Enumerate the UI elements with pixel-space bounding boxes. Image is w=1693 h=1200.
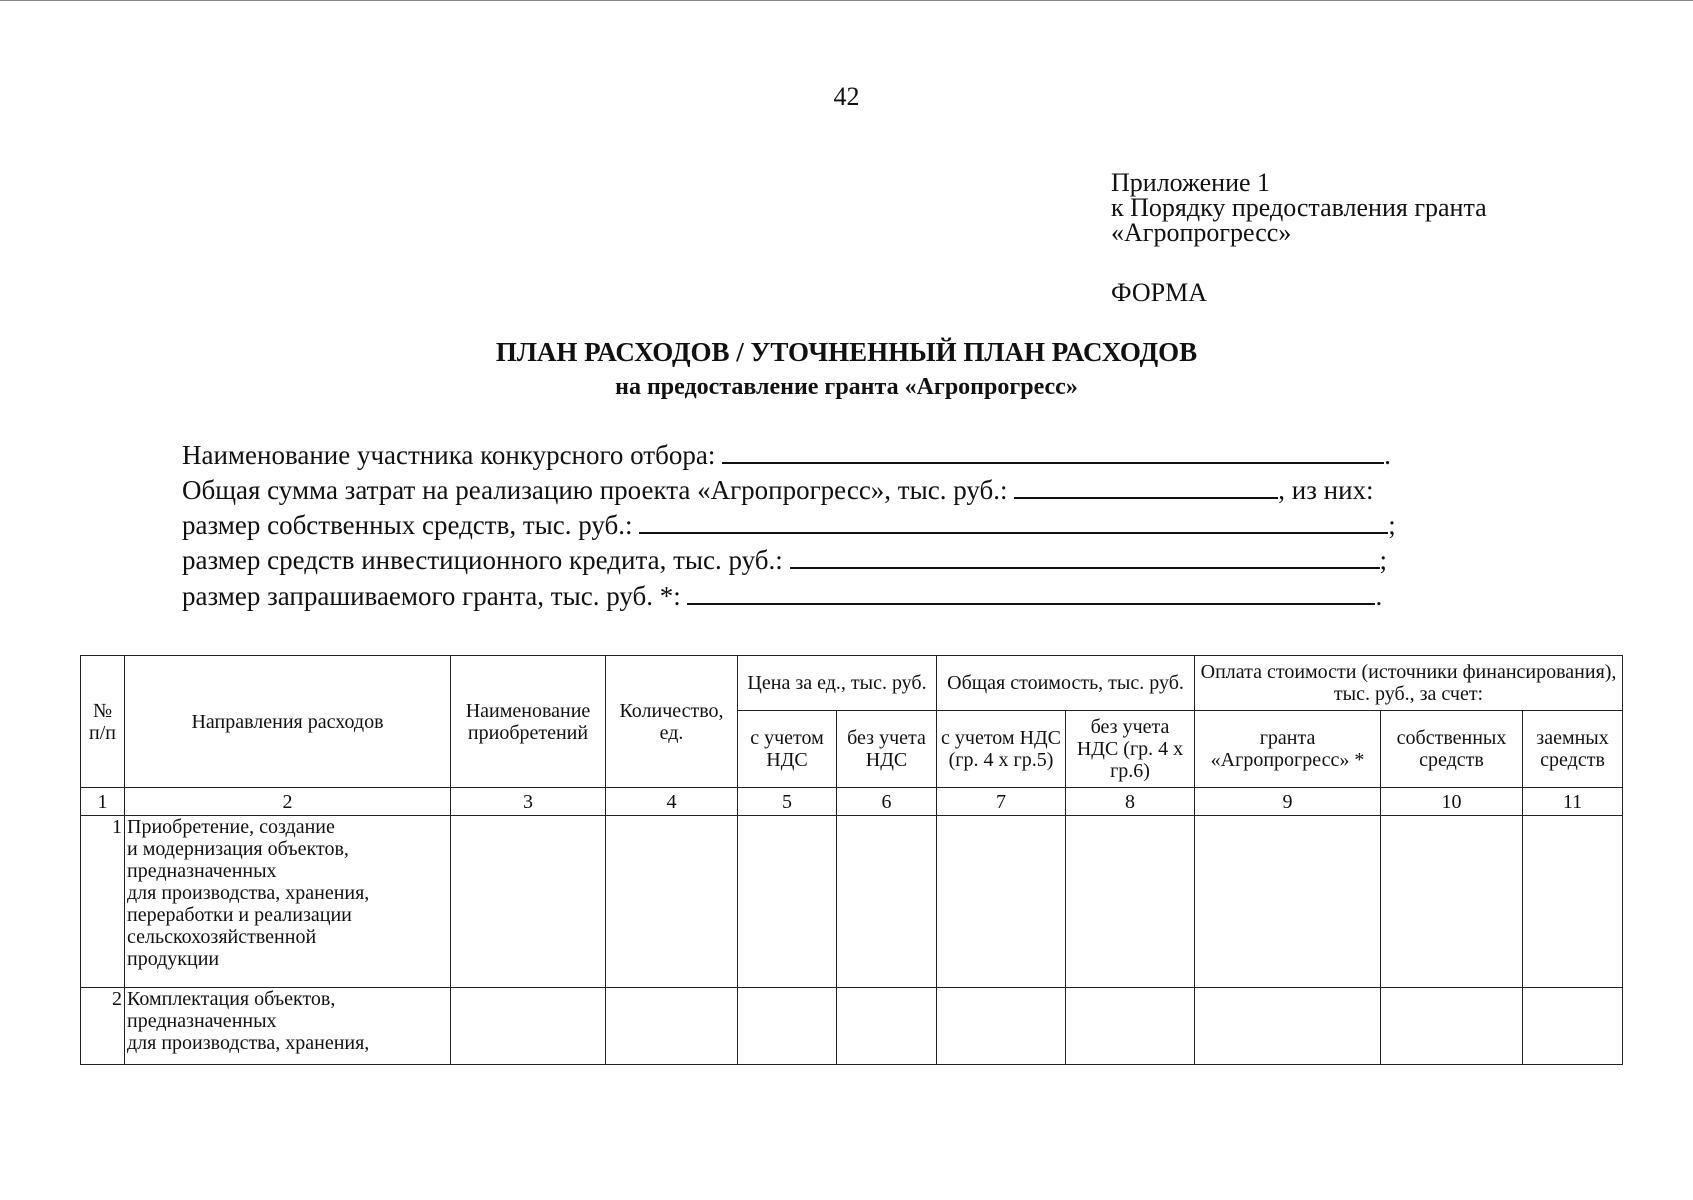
field-own-funds-end: ; — [1388, 510, 1396, 540]
column-number: 6 — [837, 788, 937, 816]
cell-pay-own[interactable] — [1381, 988, 1523, 1065]
field-own-funds-blank[interactable] — [639, 510, 1388, 534]
field-participant-name-end: . — [1384, 440, 1391, 470]
column-number: 5 — [738, 788, 837, 816]
appendix-note — [1111, 170, 1487, 245]
document-subtitle: на предоставление гранта «Агропрогресс» — [615, 374, 1078, 400]
header-pay-own: собственных средств — [1381, 711, 1523, 788]
table-row — [81, 988, 1623, 1065]
field-credit-funds-label: размер средств инвестиционного кредита, тыс. руб.: — [182, 545, 783, 575]
cell-pay-borrowed[interactable] — [1523, 988, 1623, 1065]
header-quantity: Количество, ед. — [606, 656, 738, 788]
cell-price-without-vat[interactable] — [837, 988, 937, 1065]
header-price-with-vat: с учетом НДС — [738, 711, 837, 788]
field-credit-funds-blank[interactable] — [790, 545, 1380, 569]
page-number: 42 — [833, 82, 860, 111]
header-row-1 — [81, 656, 1623, 711]
field-credit-funds-end: ; — [1379, 545, 1388, 575]
row-num: 1 — [81, 816, 125, 988]
appendix-line-3: «Агропрогресс» — [1111, 218, 1292, 247]
field-own-funds — [182, 510, 1396, 541]
column-number: 8 — [1066, 788, 1195, 816]
row-direction: Приобретение, создание и модернизация объектов, предназначенных для производства, хранения, переработки и реализации сельскохозяйственной продукции — [125, 816, 451, 988]
field-participant-name — [182, 440, 1391, 471]
header-total-with-vat: с учетом НДС (гр. 4 х гр.5) — [937, 711, 1066, 788]
header-direction: Направления расходов — [125, 656, 451, 788]
field-participant-name-blank[interactable] — [722, 440, 1384, 464]
document-title: ПЛАН РАСХОДОВ / УТОЧНЕННЫЙ ПЛАН РАСХОДОВ — [495, 337, 1198, 367]
appendix-line-1: Приложение 1 — [1111, 168, 1271, 197]
column-number: 7 — [937, 788, 1066, 816]
field-grant-requested-blank[interactable] — [687, 581, 1375, 605]
field-total-cost-suffix: , из них: — [1278, 475, 1374, 505]
cell-name[interactable] — [451, 816, 606, 988]
top-rule — [0, 0, 1693, 1]
header-pay-grant: гранта «Агропрогресс» * — [1195, 711, 1381, 788]
row-direction: Комплектация объектов, предназначенных для производства, хранения, — [125, 988, 451, 1065]
appendix-line-2: к Порядку предоставления гранта — [1111, 193, 1487, 222]
column-number: 3 — [451, 788, 606, 816]
field-total-cost-blank[interactable] — [1014, 475, 1278, 499]
column-number: 9 — [1195, 788, 1381, 816]
field-grant-requested-label: размер запрашиваемого гранта, тыс. руб. *: — [182, 581, 681, 611]
field-grant-requested-end: . — [1375, 581, 1383, 611]
header-pay-borrowed: заемных средств — [1523, 711, 1623, 788]
form-label: ФОРМА — [1111, 278, 1207, 307]
column-number: 4 — [606, 788, 738, 816]
cell-price-with-vat[interactable] — [738, 988, 837, 1065]
row-num: 2 — [81, 988, 125, 1065]
field-total-cost-label: Общая сумма затрат на реализацию проекта «Агропрогресс», тыс. руб.: — [182, 475, 1008, 505]
header-total-group: Общая стоимость, тыс. руб. — [937, 656, 1195, 711]
cell-pay-grant[interactable] — [1195, 816, 1381, 988]
field-grant-requested — [182, 581, 1382, 612]
column-number: 11 — [1523, 788, 1623, 816]
cell-quantity[interactable] — [606, 988, 738, 1065]
header-price-without-vat: без учета НДС — [837, 711, 937, 788]
header-price-group: Цена за ед., тыс. руб. — [738, 656, 937, 711]
header-name: Наименование приобретений — [451, 656, 606, 788]
column-number: 2 — [125, 788, 451, 816]
table-row — [81, 816, 1623, 988]
cell-total-with-vat[interactable] — [937, 988, 1066, 1065]
header-num: № п/п — [81, 656, 125, 788]
column-number: 10 — [1381, 788, 1523, 816]
cell-pay-borrowed[interactable] — [1523, 816, 1623, 988]
cell-name[interactable] — [451, 988, 606, 1065]
cell-total-with-vat[interactable] — [937, 816, 1066, 988]
cell-total-without-vat[interactable] — [1066, 988, 1195, 1065]
field-own-funds-label: размер собственных средств, тыс. руб.: — [182, 510, 633, 540]
cell-quantity[interactable] — [606, 816, 738, 988]
cell-pay-grant[interactable] — [1195, 988, 1381, 1065]
expense-plan-table — [80, 655, 1623, 1065]
cell-pay-own[interactable] — [1381, 816, 1523, 988]
field-credit-funds — [182, 545, 1387, 576]
column-number: 1 — [81, 788, 125, 816]
column-number-row — [81, 788, 1623, 816]
cell-total-without-vat[interactable] — [1066, 816, 1195, 988]
header-payment-group: Оплата стоимости (источники финансирования), тыс. руб., за счет: — [1195, 656, 1623, 711]
cell-price-without-vat[interactable] — [837, 816, 937, 988]
header-total-without-vat: без учета НДС (гр. 4 х гр.6) — [1066, 711, 1195, 788]
field-participant-name-label: Наименование участника конкурсного отбора: — [182, 440, 716, 470]
cell-price-with-vat[interactable] — [738, 816, 837, 988]
field-total-cost — [182, 475, 1374, 506]
